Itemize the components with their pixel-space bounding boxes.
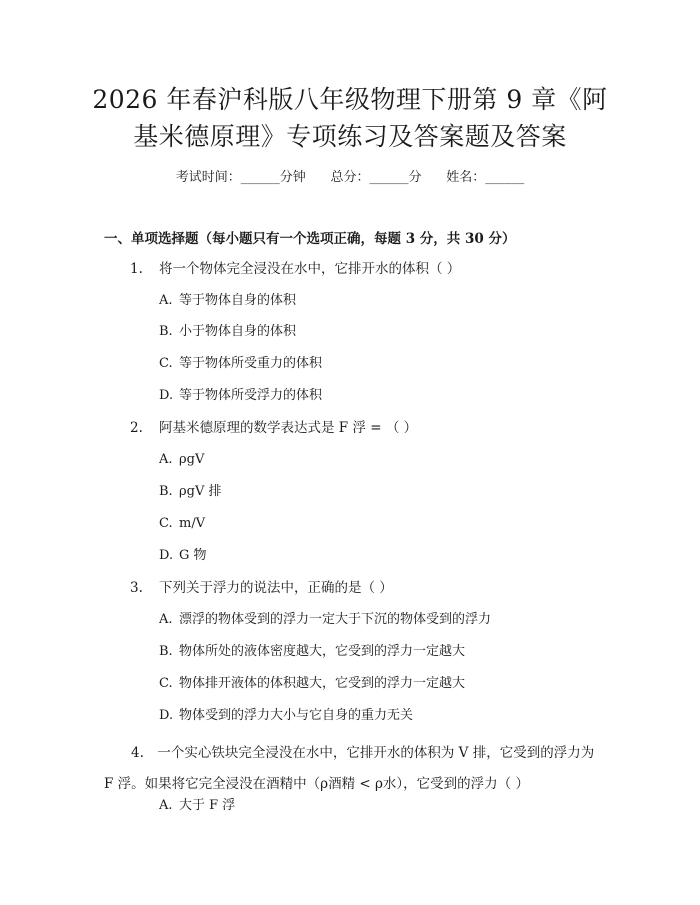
option-label: C. xyxy=(159,516,173,531)
question-number: 4. xyxy=(131,745,144,761)
option-text: 漂浮的物体受到的浮力一定大于下沉的物体受到的浮力 xyxy=(179,612,492,627)
question-2-option-b xyxy=(159,482,222,502)
option-label: B. xyxy=(159,324,173,339)
option-text: ρgV xyxy=(179,452,205,467)
option-text: 等于物体自身的体积 xyxy=(179,293,297,308)
option-label: A. xyxy=(159,293,173,308)
question-3-option-a xyxy=(159,610,491,630)
document-title-line-1: 2026 年春沪科版八年级物理下册第 9 章《阿 xyxy=(92,85,608,114)
question-3-option-d xyxy=(159,706,413,726)
option-label: A. xyxy=(159,798,173,813)
option-label: A. xyxy=(159,452,173,467)
document-title-line-2: 基米德原理》专项练习及答案题及答案 xyxy=(133,122,567,151)
section-heading: 一、单项选择题（每小题只有一个选项正确，每题 3 分，共 30 分） xyxy=(104,231,516,247)
option-label: C. xyxy=(159,356,173,371)
question-number: 2. xyxy=(130,420,143,436)
question-number: 3. xyxy=(130,580,143,596)
option-text: 等于物体所受浮力的体积 xyxy=(179,388,323,403)
option-label: A. xyxy=(159,612,173,627)
question-2-option-c xyxy=(159,514,205,534)
option-text: 物体受到的浮力大小与它自身的重力无关 xyxy=(179,708,414,723)
option-text: 等于物体所受重力的体积 xyxy=(179,356,323,371)
option-label: D. xyxy=(159,708,174,723)
option-text: 物体所处的液体密度越大，它受到的浮力一定越大 xyxy=(179,644,466,659)
option-text: G 物 xyxy=(179,548,207,563)
option-text: 物体排开液体的体积越大，它受到的浮力一定越大 xyxy=(179,676,466,691)
question-1 xyxy=(130,259,460,279)
option-text: m/V xyxy=(179,516,206,531)
option-text: 小于物体自身的体积 xyxy=(179,324,297,339)
question-1-option-c xyxy=(159,354,322,374)
option-label: B. xyxy=(159,484,173,499)
question-1-option-a xyxy=(159,291,296,311)
question-1-option-b xyxy=(159,322,296,342)
question-2 xyxy=(130,418,417,438)
option-text: ρgV 排 xyxy=(179,484,222,499)
option-label: D. xyxy=(159,548,174,563)
option-text: 大于 F 浮 xyxy=(179,798,236,813)
exam-info-line: 考试时间：______分钟 总分：______分 姓名：______ xyxy=(175,170,525,185)
question-3 xyxy=(130,578,393,598)
question-2-option-a xyxy=(159,450,204,470)
question-number: 1. xyxy=(130,261,143,277)
question-1-option-d xyxy=(159,386,322,406)
question-3-option-b xyxy=(159,642,465,662)
question-text: 一个实心铁块完全浸没在水中，它排开水的体积为 V 排，它受到的浮力为 F 浮。如果将它完全浸没在酒精中（ρ酒精 < ρ水），它受到的浮力（ ） xyxy=(104,745,595,792)
option-label: B. xyxy=(159,644,173,659)
option-label: D. xyxy=(159,388,174,403)
question-text: 阿基米德原理的数学表达式是 F 浮 = （ ） xyxy=(159,420,418,436)
question-3-option-c xyxy=(159,674,465,694)
question-text: 将一个物体完全浸没在水中，它排开水的体积（ ） xyxy=(159,261,461,277)
question-4 xyxy=(104,738,604,800)
question-2-option-d xyxy=(159,546,207,566)
question-4-option-a xyxy=(159,796,235,816)
option-label: C. xyxy=(159,676,173,691)
question-text: 下列关于浮力的说法中，正确的是（ ） xyxy=(159,580,393,596)
